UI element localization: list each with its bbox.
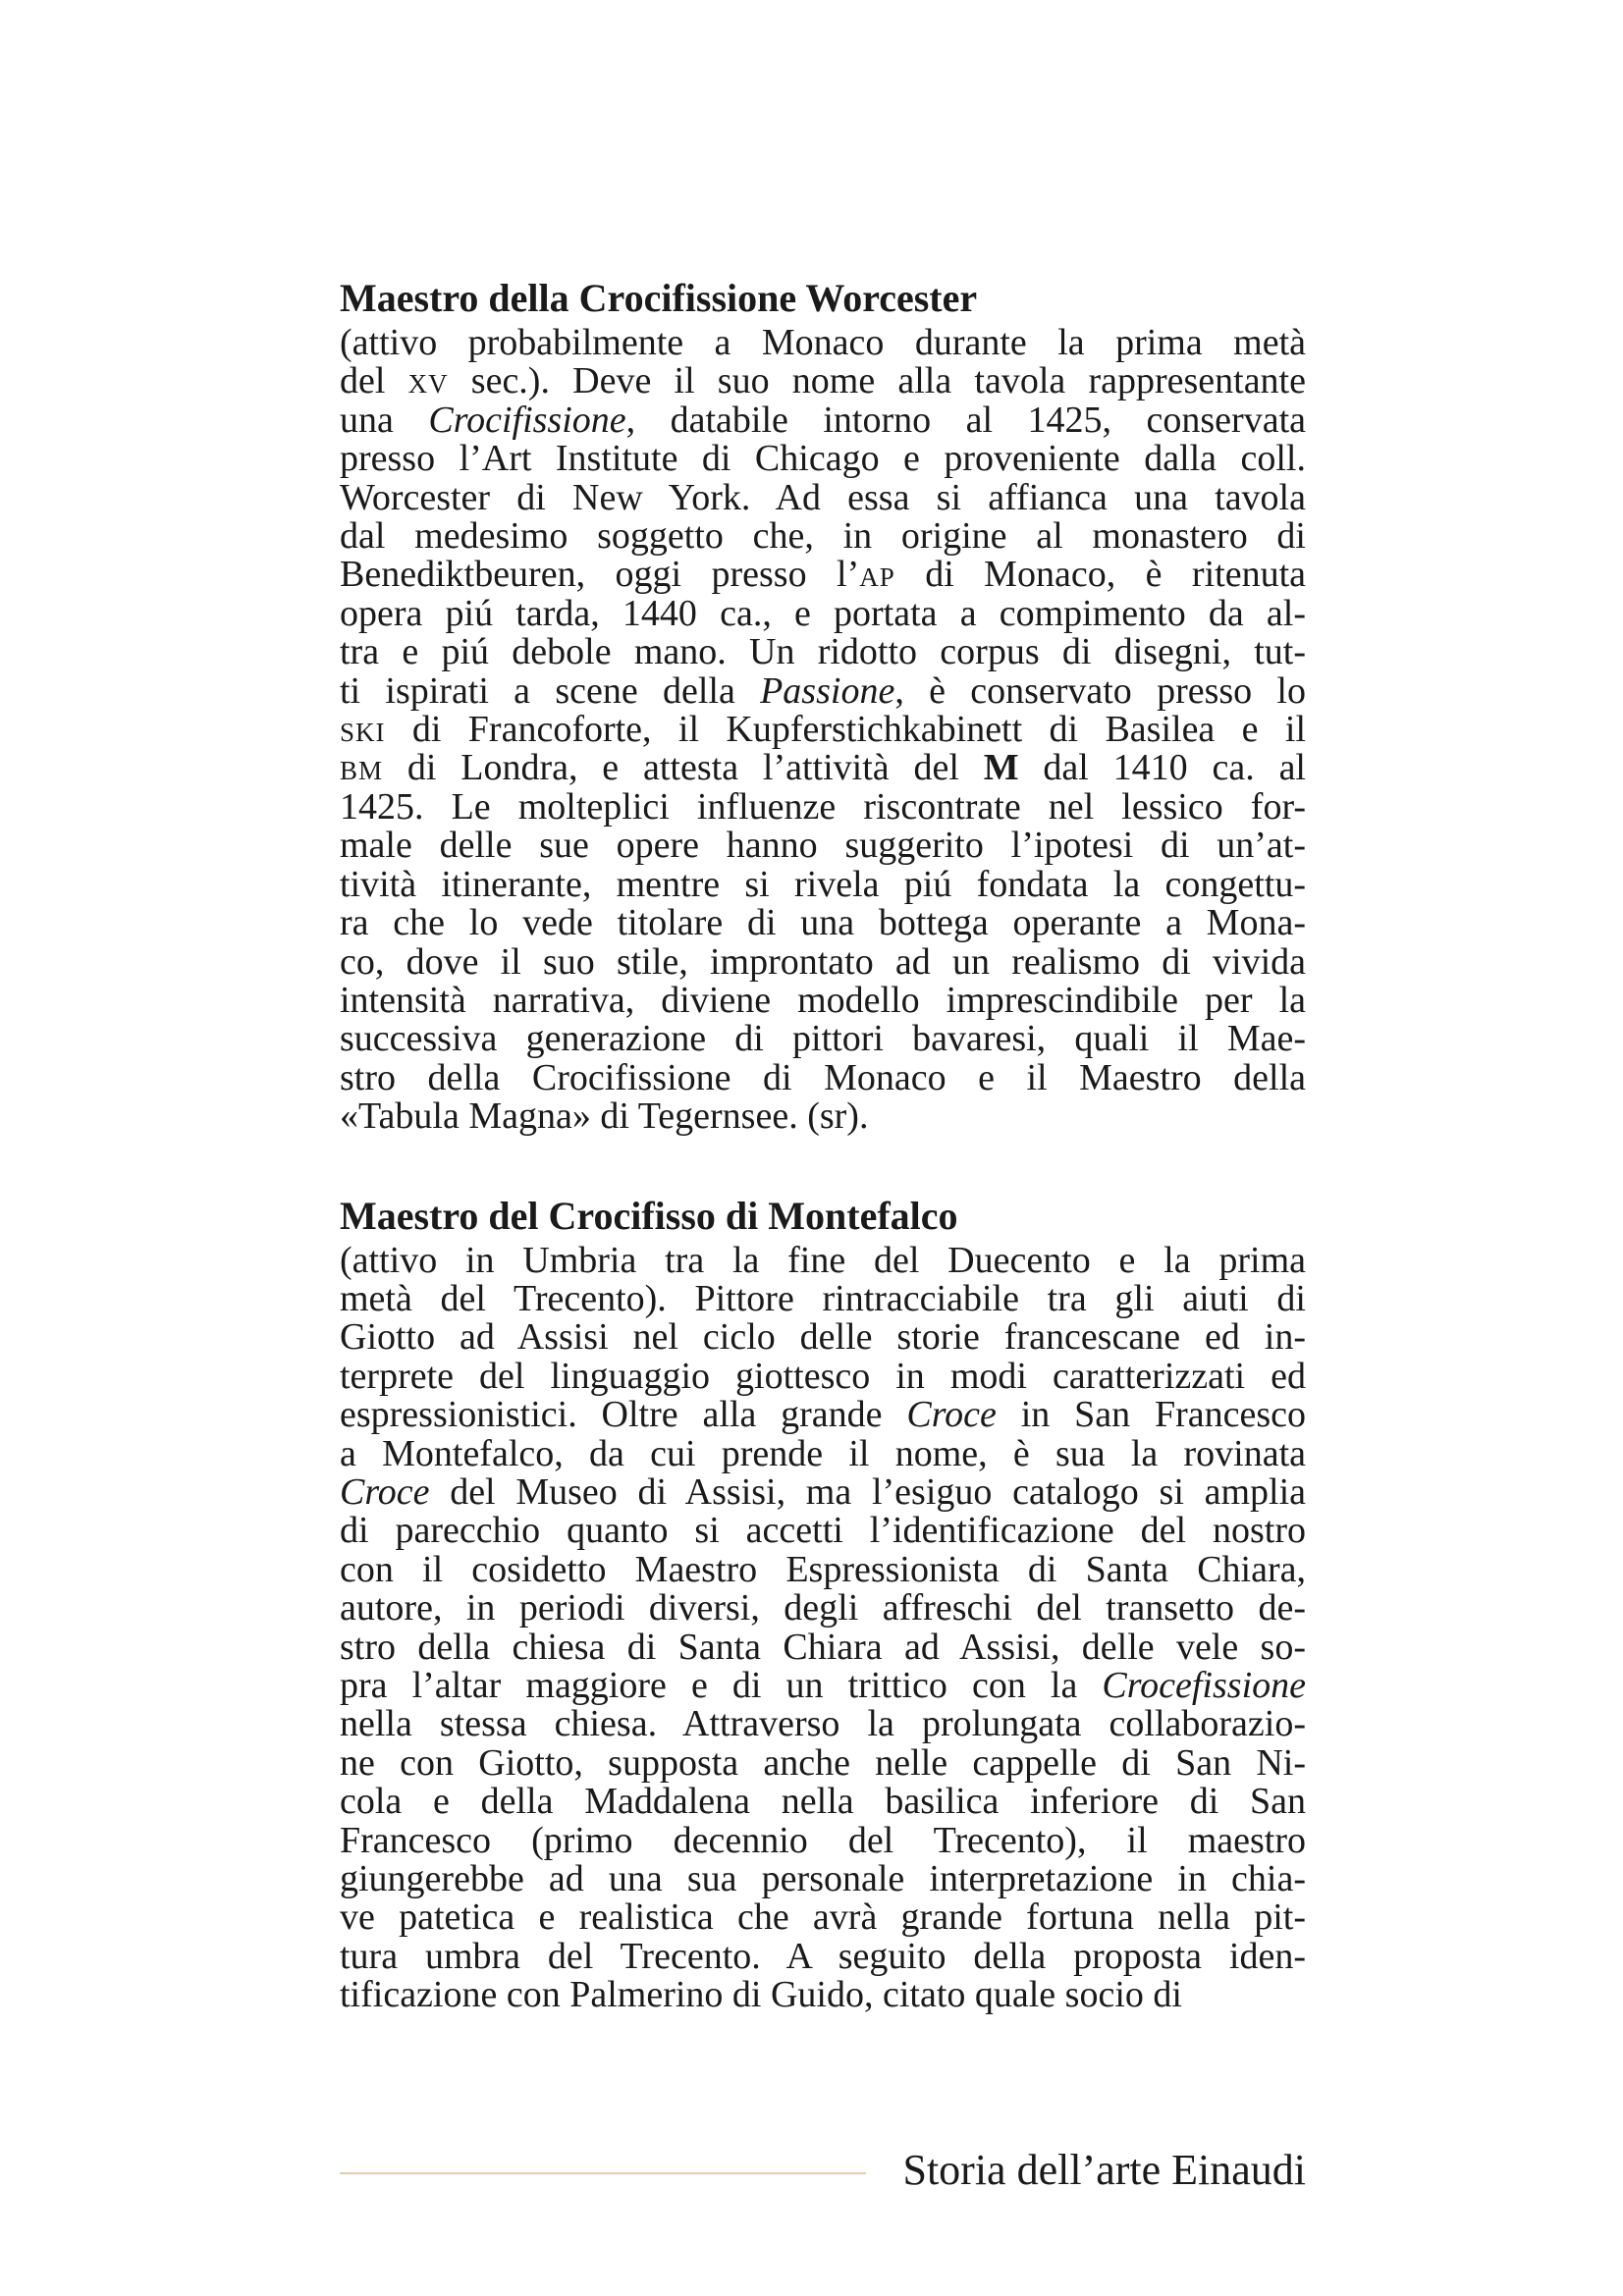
text-run: sec.). Deve il suo nome alla tavola rappresentante xyxy=(448,360,1306,402)
italic-title: Crocefissione xyxy=(1102,1665,1306,1706)
entry-title: Maestro della Crocifissione Worcester xyxy=(340,276,978,320)
text-line xyxy=(340,440,1306,478)
text-line xyxy=(340,1470,1306,1513)
page-footer xyxy=(340,2143,1306,2198)
text-run: successiva generazione di pittori bavaresi, quali il Mae- xyxy=(340,1018,1306,1060)
text-run: , è conservato presso lo xyxy=(894,669,1306,712)
text-run: tificazione con Palmerino di Guido, citato quale socio di xyxy=(340,1974,1182,2016)
text-line xyxy=(340,1056,1306,1098)
text-line xyxy=(340,633,1306,671)
text-run: cola e della Maddalena nella basilica inferiore di San xyxy=(340,1781,1306,1823)
text-run: co, dove il suo stile, improntato ad un realismo di vivida xyxy=(340,940,1306,983)
text-line xyxy=(340,1512,1306,1550)
text-line xyxy=(340,1396,1306,1434)
text-line xyxy=(340,940,1306,983)
text-line xyxy=(340,401,1306,440)
text-line xyxy=(340,1097,1306,1136)
entry-montefalco xyxy=(340,1191,1306,2015)
entry-title: Maestro del Crocifisso di Montefalco xyxy=(340,1193,958,1238)
footer-publication-title: Storia dell’arte Einaudi xyxy=(902,2146,1306,2194)
text-line xyxy=(340,904,1306,942)
abbreviation: ski xyxy=(340,709,386,751)
text-column xyxy=(340,273,1306,2015)
text-line xyxy=(340,979,1306,1021)
text-run: a Montefalco, da cui prende il nome, è sua la rovinata xyxy=(340,1432,1306,1474)
text-line xyxy=(340,1548,1306,1590)
text-line xyxy=(340,1898,1306,1937)
text-run: male delle sue opere hanno suggerito l’ipotesi di un’at- xyxy=(340,825,1306,867)
text-line xyxy=(340,1020,1306,1058)
text-run: di Londra, e attesta l’attività del xyxy=(383,747,984,789)
text-run: presso l’Art Institute di Chicago e proveniente dalla coll. xyxy=(340,438,1306,480)
text-run: (attivo in Umbria tra la fine del Duecento e la prima xyxy=(340,1239,1306,1281)
text-line xyxy=(340,1355,1306,1397)
text-run: «Tabula Magna» di Tegernsee. (sr). xyxy=(340,1095,869,1138)
text-run: in San Francesco xyxy=(996,1394,1306,1436)
text-line xyxy=(340,1935,1306,1977)
text-line xyxy=(340,1239,1306,1281)
text-run: intensità narrativa, diviene modello imprescindibile per la xyxy=(340,979,1306,1021)
text-line xyxy=(340,749,1306,787)
text-run: pra l’altar maggiore e di un trittico con la xyxy=(340,1665,1103,1706)
text-run: con il cosidetto Maestro Espressionista di Santa Chiara, xyxy=(340,1548,1306,1590)
text-line xyxy=(340,1432,1306,1474)
text-run: ve patetica e realistica che avrà grande fortuna nella pit- xyxy=(340,1896,1306,1939)
text-line xyxy=(340,592,1306,634)
text-run: terprete del linguaggio giottesco in modi caratterizzati ed xyxy=(340,1355,1306,1397)
entry-body xyxy=(340,324,1306,1137)
italic-title: Croce xyxy=(340,1470,430,1513)
text-line xyxy=(340,1667,1306,1705)
italic-title: Crocifissione xyxy=(428,399,626,441)
italic-title: Croce xyxy=(906,1394,997,1436)
text-run: metà del Trecento). Pittore rintracciabile tra gli aiuti di xyxy=(340,1277,1306,1319)
section-gap xyxy=(340,1137,1306,1191)
text-line xyxy=(340,556,1306,594)
text-line xyxy=(340,669,1306,712)
abbreviation: bm xyxy=(340,747,384,789)
text-run: tività itinerante, mentre si rivela piú fondata la congettu- xyxy=(340,863,1306,905)
text-run: stro della chiesa di Santa Chiara ad Assisi, delle vele so- xyxy=(340,1626,1306,1668)
abbreviation: ap xyxy=(859,554,895,596)
text-run: ne con Giotto, supposta anche nelle cappelle di San Ni- xyxy=(340,1741,1306,1784)
text-run: una xyxy=(340,399,429,441)
text-run: dal 1410 ca. al xyxy=(1018,747,1306,789)
text-line xyxy=(340,324,1306,362)
text-line xyxy=(340,362,1306,400)
text-run: 1425. Le molteplici influenze riscontrate nel lessico for- xyxy=(340,785,1306,828)
text-line xyxy=(340,1318,1306,1357)
text-line xyxy=(340,1626,1306,1668)
text-run: ra che lo vede titolare di una bottega operante a Mona- xyxy=(340,902,1306,944)
footer-rule xyxy=(340,2172,866,2174)
text-run: stro della Crocifissione di Monaco e il Maestro della xyxy=(340,1056,1306,1098)
text-run: Worcester di New York. Ad essa si affianca una tavola xyxy=(340,476,1306,518)
text-line xyxy=(340,1976,1306,2014)
text-line xyxy=(340,863,1306,905)
text-run: ti ispirati a scene della xyxy=(340,669,761,712)
text-run: Benediktbeuren, oggi presso l’ xyxy=(340,554,860,596)
text-run: tra e piú debole mano. Un ridotto corpus di disegni, tut- xyxy=(340,631,1306,673)
text-run: opera piú tarda, 1440 ca., e portata a compimento da al- xyxy=(340,592,1306,634)
text-run: del xyxy=(340,360,408,402)
entry-body xyxy=(340,1239,1306,2016)
text-line xyxy=(340,1783,1306,1821)
text-line xyxy=(340,1819,1306,1861)
text-line xyxy=(340,1741,1306,1784)
text-line xyxy=(340,1589,1306,1628)
text-run: (attivo probabilmente a Monaco durante la prima metà xyxy=(340,322,1306,363)
abbreviation: xv xyxy=(407,360,449,402)
text-run: Giotto ad Assisi nel ciclo delle storie francescane ed in- xyxy=(340,1316,1306,1359)
text-line xyxy=(340,517,1306,556)
text-line xyxy=(340,1277,1306,1319)
text-run: del Museo di Assisi, ma l’esiguo catalogo si amplia xyxy=(429,1470,1306,1513)
entry-worcester xyxy=(340,273,1306,1137)
text-line xyxy=(340,711,1306,749)
text-run: di parecchio quanto si accetti l’identificazione del nostro xyxy=(340,1510,1306,1552)
text-line xyxy=(340,476,1306,518)
text-run: tura umbra del Trecento. A seguito della proposta iden- xyxy=(340,1935,1306,1977)
bold-abbreviation: M xyxy=(983,747,1019,789)
text-run: Francesco (primo decennio del Trecento), il maestro xyxy=(340,1819,1306,1861)
text-line xyxy=(340,785,1306,828)
text-run: espressionistici. Oltre alla grande xyxy=(340,1394,907,1436)
text-line xyxy=(340,1705,1306,1743)
text-run: giungerebbe ad una sua personale interpretazione in chia- xyxy=(340,1858,1306,1900)
text-run: autore, in periodi diversi, degli affreschi del transetto de- xyxy=(340,1587,1306,1629)
text-line xyxy=(340,1860,1306,1898)
text-line xyxy=(340,827,1306,865)
italic-title: Passione xyxy=(760,669,895,712)
text-run: dal medesimo soggetto che, in origine al monastero di xyxy=(340,515,1306,558)
text-run: di Monaco, è ritenuta xyxy=(894,554,1306,596)
text-run: di Francoforte, il Kupferstichkabinett di Basilea e il xyxy=(385,709,1306,751)
text-run: , databile intorno al 1425, conservata xyxy=(625,399,1306,441)
text-run: nella stessa chiesa. Attraverso la prolungata collaborazio- xyxy=(340,1703,1306,1745)
